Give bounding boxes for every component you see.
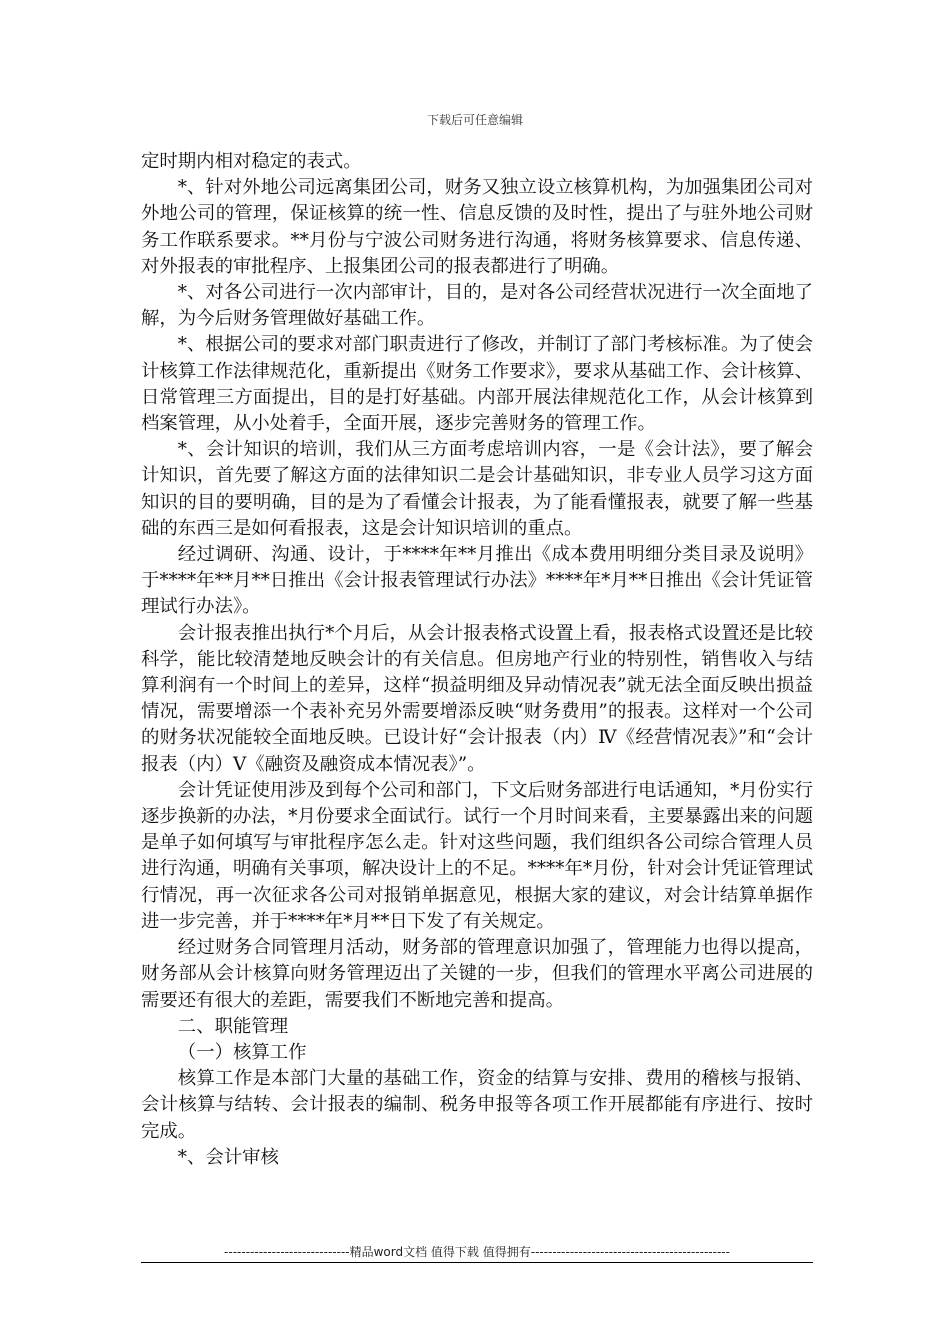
page-footer-text: -----------------------------精品word文档 值得下载 值得拥有----------------------------------------------	[224, 1245, 730, 1259]
item-heading-accounting-review: *、会计审核	[177, 1146, 279, 1168]
paragraph-continuation: 定时期内相对稳定的表式。	[141, 151, 362, 172]
paragraph-department-duties: *、根据公司的要求对部门职责进行了修改，并制订了部门考核标准。为了使会计核算工作法律规范化，重新提出《财务工作要求》，要求从基础工作、会计核算、日常管理三方面提出，目的是打好基础。内部开展法律规范化工作，从会计核算到档案管理，从小处着手，全面开展，逐步完善财务的管理工作。	[141, 334, 813, 435]
paragraph-accounting-training: *、会计知识的培训，我们从三方面考虑培训内容，一是《会计法》，要了解会计知识，首先要了解这方面的法律知识二是会计基础知识，非专业人员学习这方面知识的目的要明确，目的是为了看懂会计报表，为了能看懂报表，就要了解一些基础的东西三是如何看报表，这是会计知识培训的重点。	[141, 439, 813, 539]
footer-divider	[141, 1262, 813, 1263]
page-header-note: 下载后可任意编辑	[426, 113, 523, 127]
paragraph-accounting-vouchers: 会计凭证使用涉及到每个公司和部门，下文后财务部进行电话通知，*月份实行逐步换新的办法，*月份要求全面试行。试行一个月时间来看，主要暴露出来的问题是单子如何填写与审批程序怎么走。针对这些问题，我们组织各公司综合管理人员进行沟通，明确有关事项，解决设计上的不足。****年*月份，针对会计凭证管理试行情况，再一次征求各公司对报销单据意见，根据大家的建议，对会计结算单据作进一步完善，并于****年*月**日下发了有关规定。	[141, 779, 813, 932]
document-body	[141, 149, 813, 1171]
paragraph-contract-management: 经过财务合同管理月活动，财务部的管理意识加强了，管理能力也得以提高，财务部从会计核算向财务管理迈出了关键的一步，但我们的管理水平离公司进展的需要还有很大的差距，需要我们不断地完善和提高。	[141, 937, 813, 1011]
subsection-heading-accounting-work: （一）核算工作	[177, 1041, 307, 1063]
paragraph-remote-company-finance: *、针对外地公司远离集团公司，财务又独立设立核算机构，为加强集团公司对外地公司的管理，保证核算的统一性、信息反馈的及时性，提出了与驻外地公司财务工作联系要求。**月份与宁波公司财务进行沟通，将财务核算要求、信息传递、对外报表的审批程序、上报集团公司的报表都进行了明确。	[141, 177, 813, 277]
paragraph-accounting-work: 核算工作是本部门大量的基础工作，资金的结算与安排、费用的稽核与报销、会计核算与结转、会计报表的编制、税务申报等各项工作开展都能有序进行、按时完成。	[141, 1068, 813, 1142]
paragraph-accounting-reports: 会计报表推出执行*个月后，从会计报表格式设置上看，报表格式设置还是比较科学，能比较清楚地反映会计的有关信息。但房地产行业的特别性，销售收入与结算利润有一个时间上的差异，这样“损益明细及异动情况表”就无法全面反映出损益情况，需要增添一个表补充另外需要增添反映“财务费用”的报表。这样对一个公司的财务状况能较全面地反映。已设计好“会计报表（内）Ⅳ《经营情况表》”和“会计报表（内）Ⅴ《融资及融资成本情况表》”。	[141, 622, 813, 775]
paragraph-research-design: 经过调研、沟通、设计，于****年**月推出《成本费用明细分类目录及说明》于****年**月**日推出《会计报表管理试行办法》****年*月**日推出《会计凭证管理试行办法》。	[141, 544, 813, 618]
paragraph-internal-audit: *、对各公司进行一次内部审计，目的，是对各公司经营状况进行一次全面地了解，为今后财务管理做好基础工作。	[141, 282, 813, 330]
section-heading-functional-management: 二、职能管理	[177, 1015, 289, 1037]
